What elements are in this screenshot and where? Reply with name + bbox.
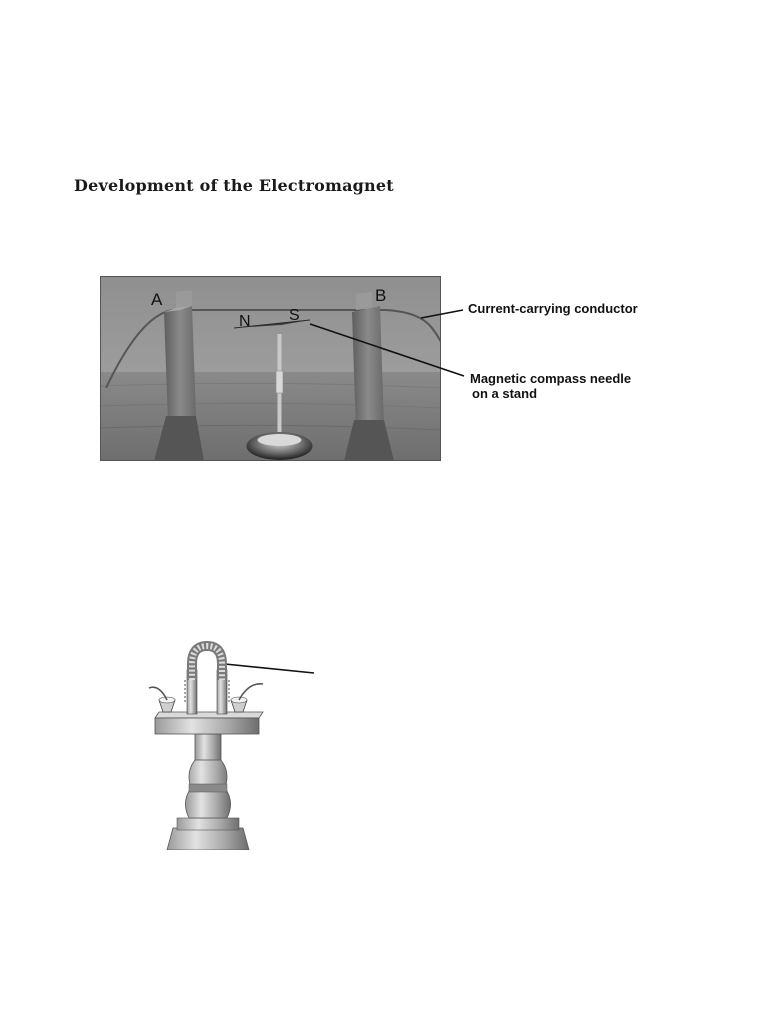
point-b-label: B (375, 286, 387, 305)
point-a-label: A (151, 290, 163, 309)
conductor-label: Current-carrying conductor (468, 301, 638, 316)
compass-needle-label (470, 371, 631, 401)
compass-needle-label-line1: Magnetic compass needle (470, 371, 632, 386)
oersted-experiment-figure (100, 276, 441, 461)
page-heading: Development of the Electromagnet (74, 176, 394, 195)
compass-needle-label-line2: on a stand (472, 386, 538, 401)
electromagnet-illustration (145, 640, 270, 850)
needle-south-label: S (289, 307, 300, 324)
needle-north-label: N (239, 313, 251, 330)
